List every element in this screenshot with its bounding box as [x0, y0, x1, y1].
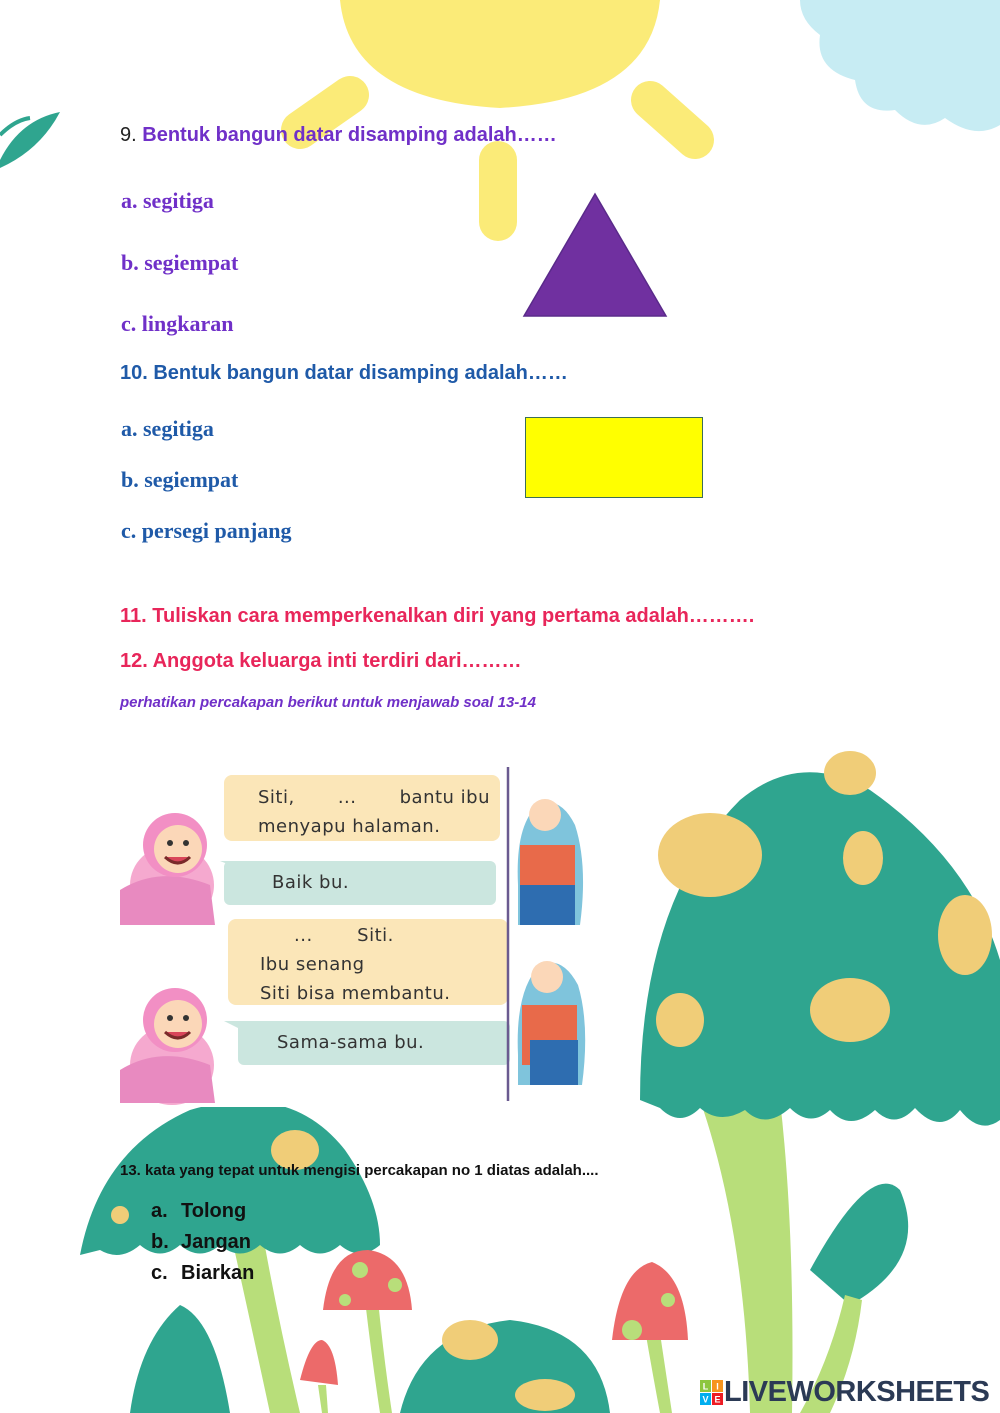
question-13-option-b-letter: b.	[151, 1231, 169, 1253]
rectangle-shape	[525, 417, 703, 498]
speech-bubble-2: Baik bu.	[272, 872, 350, 893]
question-9-option-c[interactable]: c. lingkaran	[121, 311, 234, 336]
speech-bubble-1-word-1: Siti,	[258, 787, 295, 808]
liveworksheets-logo-icon	[700, 1380, 724, 1406]
logo-letter-l: L	[702, 1381, 709, 1391]
question-13-option-a[interactable]	[151, 1200, 246, 1223]
speech-bubble-1-word-2: bantu ibu	[399, 787, 490, 808]
mother-character-2-icon	[518, 961, 586, 1085]
question-13: 13. kata yang tepat untuk mengisi percakapan no 1 diatas adalah....	[120, 1162, 599, 1179]
question-10-option-a[interactable]: a. segitiga	[121, 416, 214, 441]
logo-letter-v: V	[702, 1394, 709, 1404]
question-12: 12. Anggota keluarga inti terdiri dari………	[120, 650, 522, 672]
cloud-illustration	[800, 0, 1000, 131]
question-13-option-b-text: Jangan	[181, 1231, 252, 1253]
question-10-option-c[interactable]: c. persegi panjang	[121, 518, 292, 543]
speech-bubble-1-blank: ...	[337, 787, 357, 808]
speech-bubble-3-line-3: Siti bisa membantu.	[260, 983, 451, 1004]
speech-bubble-4: Sama-sama bu.	[277, 1032, 425, 1053]
speech-bubble-3-blank: ...	[294, 925, 313, 946]
question-13-option-a-text: Tolong	[181, 1200, 247, 1222]
sun-illustration	[300, 0, 695, 222]
instruction-text: perhatikan percakapan berikut untuk menjawab soal 13-14	[120, 694, 536, 711]
mushroom-large-illustration	[640, 751, 1000, 1413]
question-9-text: Bentuk bangun datar disamping adalah……	[142, 124, 557, 146]
speech-bubble-1	[258, 783, 498, 841]
question-9	[120, 124, 557, 147]
liveworksheets-logo[interactable]	[700, 1376, 989, 1409]
speech-bubble-1-line-2: menyapu halaman.	[258, 816, 441, 837]
question-9-option-b[interactable]: b. segiempat	[121, 250, 239, 275]
question-13-option-a-letter: a.	[151, 1200, 168, 1222]
liveworksheets-brand-text: LIVEWORKSHEETS	[724, 1376, 990, 1408]
mother-character-icon	[518, 799, 583, 925]
mushroom-bottom-illustration	[400, 1320, 610, 1413]
logo-letter-i: I	[716, 1381, 719, 1391]
question-13-option-c-text: Biarkan	[181, 1262, 255, 1284]
speech-bubble-2-shape	[224, 861, 496, 905]
question-10: 10. Bentuk bangun datar disamping adalah……	[120, 362, 568, 384]
girl-character-2-icon	[120, 988, 215, 1105]
speech-bubble-3-line-2: Ibu senang	[260, 954, 365, 975]
question-13-option-b[interactable]	[151, 1231, 251, 1254]
question-9-option-a[interactable]: a. segitiga	[121, 188, 214, 213]
question-10-option-b[interactable]: b. segiempat	[121, 467, 239, 492]
mushroom-small-illustration	[130, 1305, 230, 1413]
triangle-shape	[522, 192, 668, 318]
leaf-illustration	[0, 112, 60, 168]
question-13-option-c[interactable]	[151, 1262, 254, 1285]
speech-bubble-3-word: Siti.	[357, 925, 394, 946]
dialogue-image	[120, 765, 640, 1107]
question-13-option-c-letter: c.	[151, 1262, 168, 1284]
question-11: 11. Tuliskan cara memperkenalkan diri yang pertama adalah……….	[120, 605, 755, 627]
speech-bubble-3	[260, 921, 450, 1008]
logo-letter-e: E	[714, 1394, 721, 1404]
question-9-number: 9.	[120, 124, 137, 146]
girl-character-icon	[120, 813, 215, 925]
